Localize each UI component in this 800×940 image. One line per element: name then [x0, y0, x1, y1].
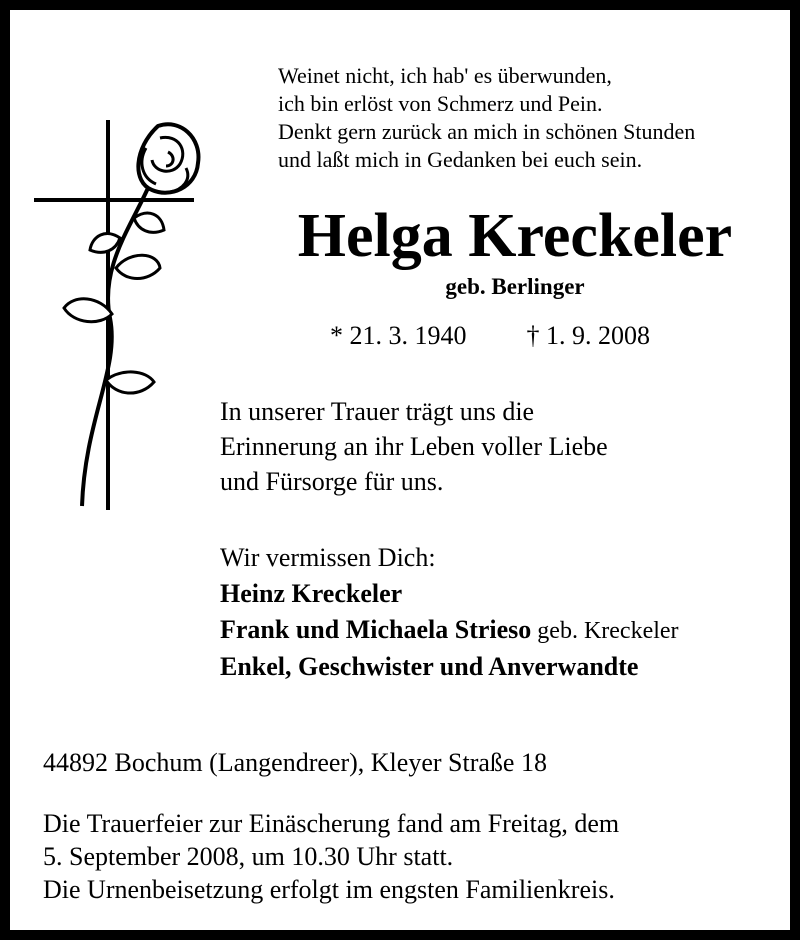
poem-line: Denkt gern zurück an mich in schönen Stunden: [278, 119, 696, 144]
birth-date: * 21. 3. 1940: [330, 321, 467, 350]
mourners-block: [220, 540, 679, 685]
cross-with-rose-icon: [30, 118, 210, 513]
notice-line: 5. September 2008, um 10.30 Uhr statt.: [43, 842, 454, 871]
notice-line: Die Trauerfeier zur Einäscherung fand am Freitag, dem: [43, 809, 620, 838]
poem-line: ich bin erlöst von Schmerz und Pein.: [278, 91, 603, 116]
mourner-name-text: Heinz Kreckeler: [220, 579, 403, 608]
rose-leaf: [64, 299, 112, 322]
mourner-name-text: Frank und Michaela Strieso: [220, 615, 532, 644]
mourning-message: [220, 394, 608, 499]
mourner-maiden-suffix: geb. Kreckeler: [531, 618, 679, 644]
message-line: und Fürsorge für uns.: [220, 467, 444, 496]
rose-leaf: [106, 372, 154, 393]
mourner-name: [220, 612, 679, 649]
notice-line: Die Urnenbeisetzung erfolgt im engsten Familienkreis.: [43, 875, 615, 904]
mourner-name: [220, 576, 679, 612]
deceased-name: Helga Kreckeler: [297, 202, 733, 270]
rose-leaf: [116, 255, 160, 278]
cross-horizontal-beam: [34, 198, 194, 202]
rose-leaf: [90, 234, 120, 253]
poem: [278, 62, 695, 174]
poem-line: Weinet nicht, ich hab' es überwunden,: [278, 63, 612, 88]
message-line: Erinnerung an ihr Leben voller Liebe: [220, 432, 608, 461]
mourners-intro: Wir vermissen Dich:: [220, 543, 436, 572]
poem-line: und laßt mich in Gedanken bei euch sein.: [278, 147, 643, 172]
life-dates: [330, 320, 650, 352]
funeral-notice: [43, 807, 619, 906]
maiden-name: geb. Berlinger: [445, 274, 585, 299]
mourner-name: [220, 649, 679, 685]
death-date: † 1. 9. 2008: [526, 321, 650, 350]
family-address: 44892 Bochum (Langendreer), Kleyer Straße 18: [43, 748, 547, 777]
mourner-name-text: Enkel, Geschwister und Anverwandte: [220, 652, 639, 681]
rose-leaf: [134, 213, 164, 232]
rose-bloom: [138, 124, 198, 192]
message-line: In unserer Trauer trägt uns die: [220, 397, 535, 426]
